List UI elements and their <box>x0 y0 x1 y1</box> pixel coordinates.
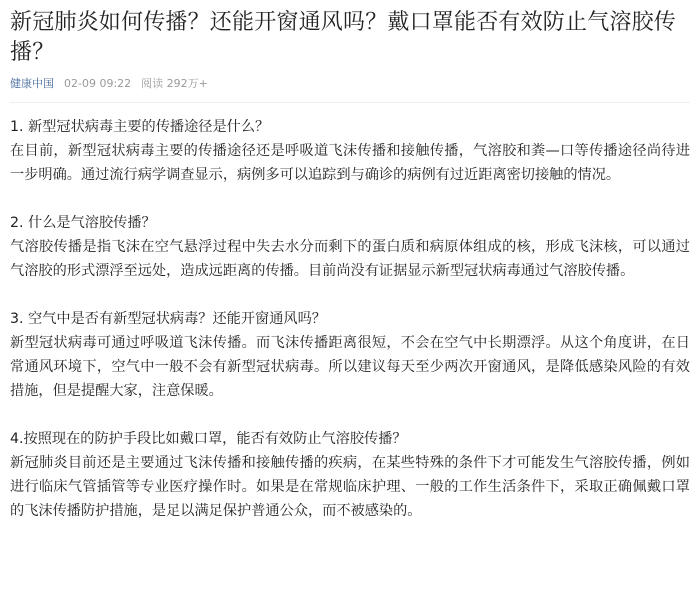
article-body <box>10 115 690 523</box>
section-1 <box>10 115 690 187</box>
article-meta <box>10 76 690 92</box>
section-title: 2. 什么是气溶胶传播？ <box>10 215 156 231</box>
section-4 <box>10 427 690 523</box>
source-link[interactable]: 健康中国 <box>10 77 54 90</box>
section-paragraph: 新冠肺炎目前还是主要通过飞沫传播和接触传播的疾病，在某些特殊的条件下才可能发生气溶胶传播，例如进行临床气管插管等专业医疗操作时。如果是在常规临床护理、一般的工作生活条件下，采取正确佩戴口罩的飞沫传播防护措施，是足以满足保护普通公众，而不被感染的。 <box>10 455 690 519</box>
publish-date: 02-09 09:22 <box>64 77 132 90</box>
section-title: 3. 空气中是否有新型冠状病毒？还能开窗通风吗？ <box>10 311 326 327</box>
section-paragraph: 气溶胶传播是指飞沫在空气悬浮过程中失去水分而剩下的蛋白质和病原体组成的核，形成飞沫核，可以通过气溶胶的形式漂浮至远处，造成远距离的传播。目前尚没有证据显示新型冠状病毒通过气溶胶传播。 <box>10 239 690 279</box>
section-title: 4.按照现在的防护手段比如戴口罩，能否有效防止气溶胶传播？ <box>10 431 407 447</box>
section-paragraph: 新型冠状病毒可通过呼吸道飞沫传播。而飞沫传播距离很短，不会在空气中长期漂浮。从这个角度讲，在日常通风环境下，空气中一般不会有新型冠状病毒。所以建议每天至少两次开窗通风，是降低感染风险的有效措施，但是提醒大家，注意保暖。 <box>10 335 690 399</box>
article-title: 新冠肺炎如何传播？还能开窗通风吗？戴口罩能否有效防止气溶胶传播？ <box>10 10 677 65</box>
section-3 <box>10 307 690 403</box>
section-2 <box>10 211 690 283</box>
read-count: 阅读 292万+ <box>141 77 208 90</box>
section-paragraph: 在目前，新型冠状病毒主要的传播途径还是呼吸道飞沫传播和接触传播，气溶胶和粪—口等传播途径尚待进一步明确。通过流行病学调查显示，病例多可以追踪到与确诊的病例有过近距离密切接触的情况。 <box>10 143 690 183</box>
section-title: 1. 新型冠状病毒主要的传播途径是什么？ <box>10 119 270 135</box>
divider <box>10 102 690 103</box>
